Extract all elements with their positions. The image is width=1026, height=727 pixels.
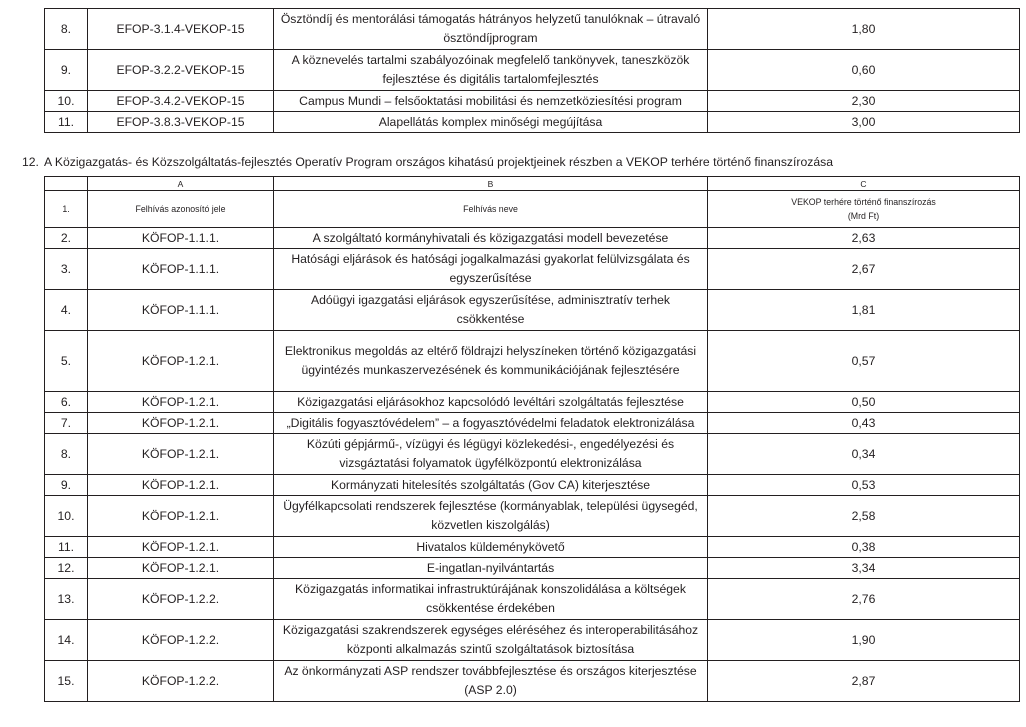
call-code: KÖFOP-1.2.1. <box>88 558 274 579</box>
row-number: 12. <box>45 558 88 579</box>
call-code: KÖFOP-1.1.1. <box>88 249 274 290</box>
call-code: KÖFOP-1.1.1. <box>88 290 274 331</box>
call-name: Campus Mundi – felsőoktatási mobilitási és nemzetköziesítési program <box>274 91 708 112</box>
row-number: 4. <box>45 290 88 331</box>
amount: 0,60 <box>708 50 1020 91</box>
table-row <box>45 228 1020 249</box>
top-table-continuation <box>44 8 1020 133</box>
header-amount <box>708 191 1020 228</box>
call-code: EFOP-3.8.3-VEKOP-15 <box>88 112 274 133</box>
call-name: Hivatalos küldeménykövető <box>274 537 708 558</box>
call-code: KÖFOP-1.2.1. <box>88 413 274 434</box>
call-code: KÖFOP-1.2.1. <box>88 475 274 496</box>
call-name: Közigazgatás informatikai infrastruktúrájának konszolidálása a költségek csökkentése érdekében <box>274 579 708 620</box>
table-row <box>45 413 1020 434</box>
table-row <box>45 50 1020 91</box>
header-amount-line2: (Mrd Ft) <box>847 211 880 221</box>
table-row <box>45 290 1020 331</box>
table-row <box>45 558 1020 579</box>
call-code: EFOP-3.2.2-VEKOP-15 <box>88 50 274 91</box>
row-number: 9. <box>45 50 88 91</box>
amount: 2,30 <box>708 91 1020 112</box>
row-number: 3. <box>45 249 88 290</box>
header-amount-line1: VEKOP terhére történő finanszírozás <box>791 197 936 207</box>
call-code: KÖFOP-1.2.1. <box>88 434 274 475</box>
amount: 0,43 <box>708 413 1020 434</box>
amount: 3,00 <box>708 112 1020 133</box>
header-call-name: Felhívás neve <box>274 191 708 228</box>
table-row <box>45 537 1020 558</box>
call-name: Az önkormányzati ASP rendszer továbbfejlesztése és országos kiterjesztése (ASP 2.0) <box>274 661 708 702</box>
call-name: „Digitális fogyasztóvédelem” – a fogyasztóvédelmi feladatok elektronizálása <box>274 413 708 434</box>
amount: 1,81 <box>708 290 1020 331</box>
amount: 2,67 <box>708 249 1020 290</box>
amount: 1,90 <box>708 620 1020 661</box>
call-code: KÖFOP-1.2.2. <box>88 579 274 620</box>
kofop-funding-table <box>44 176 1020 702</box>
amount: 0,38 <box>708 537 1020 558</box>
call-code: KÖFOP-1.2.2. <box>88 661 274 702</box>
row-number: 13. <box>45 579 88 620</box>
call-name: Ügyfélkapcsolati rendszerek fejlesztése (kormányablak, települési ügysegéd, közvetlen kiszolgálás) <box>274 496 708 537</box>
call-name: Hatósági eljárások és hatósági jogalkalmazási gyakorlat felülvizsgálata és egyszerűsítése <box>274 249 708 290</box>
column-letter-b: B <box>274 177 708 191</box>
column-letter-blank <box>45 177 88 191</box>
amount: 2,63 <box>708 228 1020 249</box>
call-code: KÖFOP-1.2.2. <box>88 620 274 661</box>
call-code: EFOP-3.4.2-VEKOP-15 <box>88 91 274 112</box>
column-letter-row <box>45 177 1020 191</box>
table-row <box>45 661 1020 702</box>
table-row <box>45 112 1020 133</box>
amount: 2,87 <box>708 661 1020 702</box>
row-number: 8. <box>45 434 88 475</box>
table-row <box>45 496 1020 537</box>
call-name: Alapellátás komplex minőségi megújítása <box>274 112 708 133</box>
table-row <box>45 475 1020 496</box>
call-name: E-ingatlan-nyilvántartás <box>274 558 708 579</box>
header-call-code: Felhívás azonosító jele <box>88 191 274 228</box>
table-row <box>45 392 1020 413</box>
table-row <box>45 249 1020 290</box>
call-name: Közigazgatási szakrendszerek egységes eléréséhez és interoperabilitásához központi alkalmazás szintű szolgáltatások biztosítása <box>274 620 708 661</box>
call-name: A szolgáltató kormányhivatali és közigazgatási modell bevezetése <box>274 228 708 249</box>
call-code: EFOP-3.1.4-VEKOP-15 <box>88 9 274 50</box>
call-code: KÖFOP-1.2.1. <box>88 392 274 413</box>
row-number: 7. <box>45 413 88 434</box>
row-number: 10. <box>45 91 88 112</box>
amount: 0,57 <box>708 331 1020 392</box>
call-name: Kormányzati hitelesítés szolgáltatás (Gov CA) kiterjesztése <box>274 475 708 496</box>
amount: 3,34 <box>708 558 1020 579</box>
call-name: Ösztöndíj és mentorálási támogatás hátrányos helyzetű tanulóknak – útravaló ösztöndíjprogram <box>274 9 708 50</box>
column-letter-c: C <box>708 177 1020 191</box>
call-code: KÖFOP-1.2.1. <box>88 537 274 558</box>
call-name: A köznevelés tartalmi szabályozóinak megfelelő tankönyvek, taneszközök fejlesztése és digitális tartalomfejlesztés <box>274 50 708 91</box>
row-number: 10. <box>45 496 88 537</box>
table-row <box>45 434 1020 475</box>
row-number: 5. <box>45 331 88 392</box>
table-row <box>45 620 1020 661</box>
call-code: KÖFOP-1.2.1. <box>88 331 274 392</box>
section-title: A Közigazgatás- és Közszolgáltatás-fejlesztés Operatív Program országos kihatású projektjeinek részben a VEKOP terhére történő finanszírozása <box>44 155 833 169</box>
column-letter-a: A <box>88 177 274 191</box>
call-name: Adóügyi igazgatási eljárások egyszerűsítése, adminisztratív terhek csökkentése <box>274 290 708 331</box>
amount: 0,53 <box>708 475 1020 496</box>
call-code: KÖFOP-1.1.1. <box>88 228 274 249</box>
table-row <box>45 331 1020 392</box>
row-number: 15. <box>45 661 88 702</box>
amount: 1,80 <box>708 9 1020 50</box>
row-number: 11. <box>45 112 88 133</box>
table-row <box>45 91 1020 112</box>
row-number: 11. <box>45 537 88 558</box>
table-row <box>45 9 1020 50</box>
row-number: 8. <box>45 9 88 50</box>
section-number: 12. <box>22 155 39 169</box>
call-name: Elektronikus megoldás az eltérő földrajzi helyszíneken történő közigazgatási ügyintézés munkaszervezésének és kommunikációjának fejlesztésére <box>274 331 708 392</box>
header-row-number: 1. <box>45 191 88 228</box>
call-name: Közigazgatási eljárásokhoz kapcsolódó levéltári szolgáltatás fejlesztése <box>274 392 708 413</box>
call-name: Közúti gépjármű-, vízügyi és légügyi közlekedési-, engedélyezési és vizsgáztatási folyamatok ügyfélközpontú elektronizálása <box>274 434 708 475</box>
amount: 2,58 <box>708 496 1020 537</box>
row-number: 6. <box>45 392 88 413</box>
table-row <box>45 579 1020 620</box>
call-code: KÖFOP-1.2.1. <box>88 496 274 537</box>
amount: 2,76 <box>708 579 1020 620</box>
section-heading <box>22 155 833 169</box>
header-row <box>45 191 1020 228</box>
row-number: 2. <box>45 228 88 249</box>
amount: 0,34 <box>708 434 1020 475</box>
row-number: 14. <box>45 620 88 661</box>
amount: 0,50 <box>708 392 1020 413</box>
row-number: 9. <box>45 475 88 496</box>
